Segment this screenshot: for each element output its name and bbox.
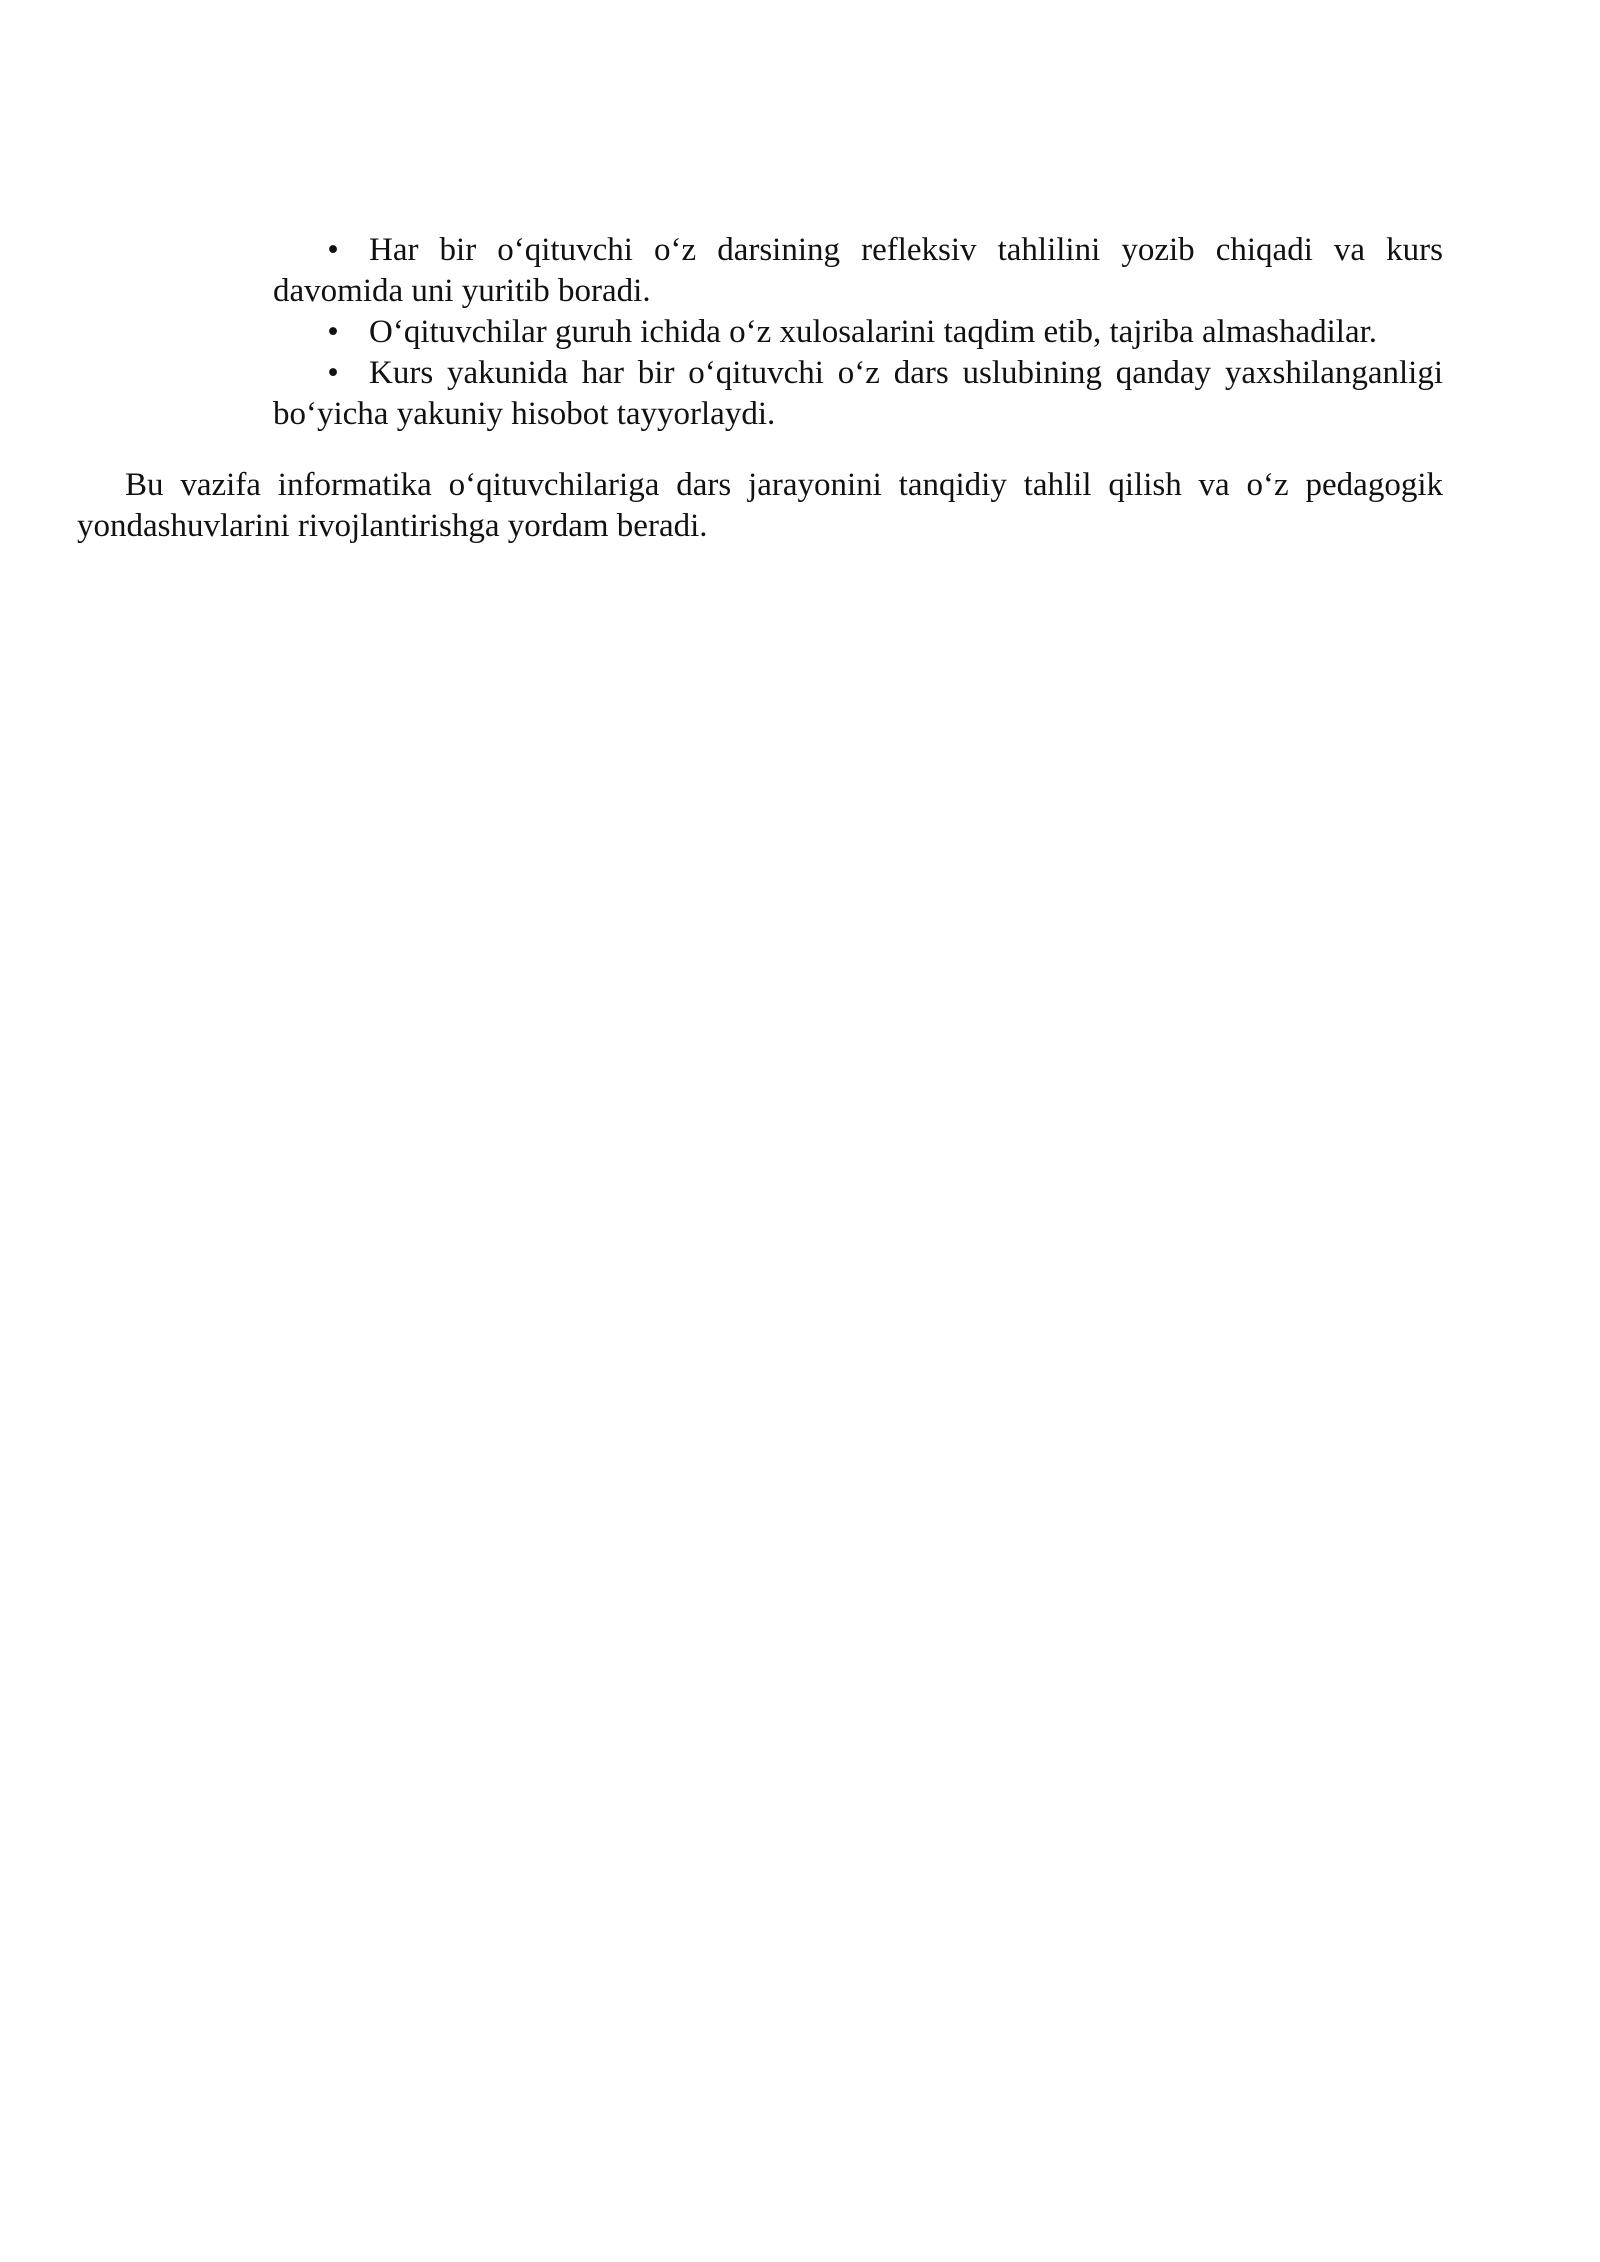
document-body	[77, 230, 1443, 547]
bullet-text: O‘qituvchilar guruh ichida o‘z xulosalarini taqdim etib, tajriba almashadilar.	[369, 314, 1378, 350]
bullet-list	[175, 230, 1443, 435]
bullet-item	[175, 230, 1443, 312]
bullet-dot-icon: •	[327, 355, 339, 391]
bullet-dot-icon: •	[327, 232, 339, 268]
summary-paragraph: Bu vazifa informatika o‘qituvchilariga dars jarayonini tanqidiy tahlil qilish va o‘z pedagogik yondashuvlarini rivojlantirishga yordam beradi.	[77, 467, 1443, 544]
bullet-item	[175, 353, 1443, 435]
bullet-text: Kurs yakunida har bir o‘qituvchi o‘z dars uslubining qanday yaxshilanganligi bo‘yicha yakuniy hisobot tayyorlaydi.	[273, 355, 1443, 432]
bullet-item	[175, 312, 1443, 353]
bullet-text: Har bir o‘qituvchi o‘z darsining refleksiv tahlilini yozib chiqadi va kurs davomida uni yuritib boradi.	[273, 232, 1443, 309]
bullet-dot-icon: •	[327, 314, 339, 350]
